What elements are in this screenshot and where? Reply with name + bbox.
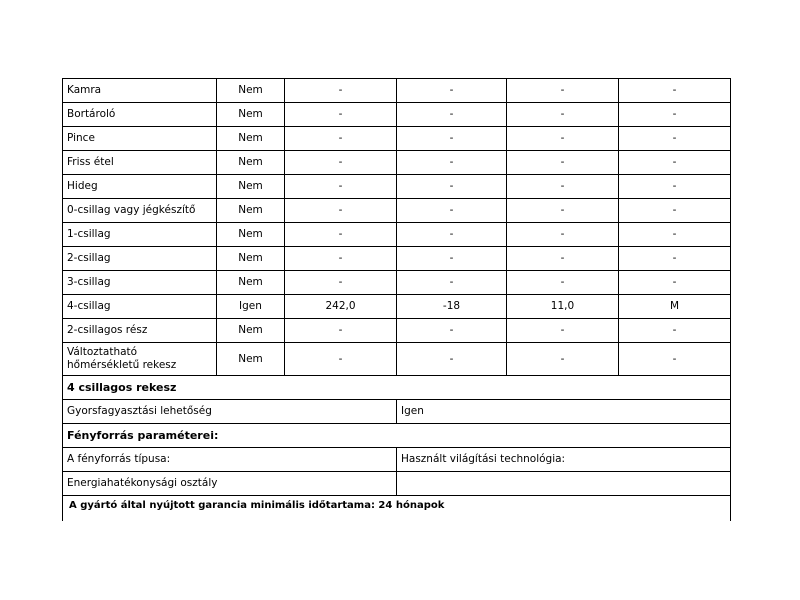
compartment-value: - xyxy=(507,247,619,271)
compartment-value: - xyxy=(397,319,507,343)
compartment-value: - xyxy=(507,79,619,103)
compartment-value: - xyxy=(285,103,397,127)
product-info-sheet xyxy=(62,78,730,521)
compartment-present: Nem xyxy=(217,151,285,175)
table-row xyxy=(63,271,731,295)
compartment-value: - xyxy=(397,103,507,127)
compartment-present: Nem xyxy=(217,199,285,223)
compartment-name: Friss étel xyxy=(63,151,217,175)
compartment-value: -18 xyxy=(397,295,507,319)
compartment-name: 4-csillag xyxy=(63,295,217,319)
table-row xyxy=(63,448,731,472)
compartment-value: 242,0 xyxy=(285,295,397,319)
light-technology-label: Használt világítási technológia: xyxy=(397,448,731,472)
compartment-value: - xyxy=(507,223,619,247)
section-row xyxy=(63,424,731,448)
compartment-value: - xyxy=(397,79,507,103)
four-star-heading: 4 csillagos rekesz xyxy=(63,376,731,400)
compartment-value: - xyxy=(285,319,397,343)
table-row xyxy=(63,127,731,151)
compartment-value: - xyxy=(507,319,619,343)
compartment-value: - xyxy=(285,247,397,271)
compartment-value: - xyxy=(619,103,731,127)
warranty-row xyxy=(63,496,731,522)
compartment-value: - xyxy=(507,199,619,223)
compartment-rows xyxy=(63,79,731,522)
compartment-value: - xyxy=(285,151,397,175)
light-source-heading: Fényforrás paraméterei: xyxy=(63,424,731,448)
compartment-present: Nem xyxy=(217,175,285,199)
compartment-present: Nem xyxy=(217,247,285,271)
compartment-present: Nem xyxy=(217,103,285,127)
table-row xyxy=(63,247,731,271)
compartment-name: 2-csillagos rész xyxy=(63,319,217,343)
table-row xyxy=(63,343,731,376)
fast-freeze-value: Igen xyxy=(397,400,731,424)
table-row xyxy=(63,223,731,247)
compartment-value: - xyxy=(619,127,731,151)
compartment-name: Változtatható hőmérsékletű rekesz xyxy=(63,343,217,376)
compartment-table xyxy=(62,78,731,521)
compartment-name: 3-csillag xyxy=(63,271,217,295)
compartment-value: - xyxy=(619,343,731,376)
compartment-value: - xyxy=(507,151,619,175)
energy-efficiency-value xyxy=(397,472,731,496)
compartment-name: 0-csillag vagy jégkészítő xyxy=(63,199,217,223)
table-row xyxy=(63,319,731,343)
compartment-value: - xyxy=(397,199,507,223)
compartment-value: - xyxy=(507,271,619,295)
compartment-value: - xyxy=(397,127,507,151)
section-row xyxy=(63,376,731,400)
compartment-value: - xyxy=(507,175,619,199)
compartment-value: - xyxy=(397,151,507,175)
light-type-label: A fényforrás típusa: xyxy=(63,448,397,472)
compartment-name: Kamra xyxy=(63,79,217,103)
compartment-value: - xyxy=(397,175,507,199)
compartment-value: M xyxy=(619,295,731,319)
compartment-value: - xyxy=(285,343,397,376)
table-row xyxy=(63,199,731,223)
compartment-value: - xyxy=(397,223,507,247)
compartment-value: - xyxy=(397,343,507,376)
compartment-name: Bortároló xyxy=(63,103,217,127)
compartment-present: Nem xyxy=(217,319,285,343)
compartment-value: - xyxy=(619,319,731,343)
compartment-value: - xyxy=(619,247,731,271)
table-row xyxy=(63,175,731,199)
table-row xyxy=(63,295,731,319)
table-row xyxy=(63,400,731,424)
compartment-present: Nem xyxy=(217,127,285,151)
compartment-present: Nem xyxy=(217,223,285,247)
table-row xyxy=(63,79,731,103)
energy-efficiency-label: Energiahatékonysági osztály xyxy=(63,472,397,496)
compartment-value: - xyxy=(619,271,731,295)
compartment-value: - xyxy=(285,223,397,247)
compartment-value: - xyxy=(619,175,731,199)
compartment-name: Pince xyxy=(63,127,217,151)
compartment-value: - xyxy=(397,247,507,271)
compartment-present: Nem xyxy=(217,343,285,376)
compartment-value: 11,0 xyxy=(507,295,619,319)
compartment-value: - xyxy=(619,199,731,223)
compartment-value: - xyxy=(285,127,397,151)
compartment-value: - xyxy=(285,271,397,295)
compartment-value: - xyxy=(507,343,619,376)
compartment-value: - xyxy=(619,79,731,103)
compartment-value: - xyxy=(285,175,397,199)
warranty-text: A gyártó által nyújtott garancia minimális időtartama: 24 hónapok xyxy=(63,496,731,522)
compartment-name: 1-csillag xyxy=(63,223,217,247)
compartment-value: - xyxy=(507,127,619,151)
compartment-value: - xyxy=(507,103,619,127)
compartment-value: - xyxy=(619,151,731,175)
compartment-value: - xyxy=(619,223,731,247)
table-row xyxy=(63,151,731,175)
compartment-present: Nem xyxy=(217,79,285,103)
compartment-name: 2-csillag xyxy=(63,247,217,271)
compartment-name: Hideg xyxy=(63,175,217,199)
table-row xyxy=(63,103,731,127)
table-row xyxy=(63,472,731,496)
compartment-value: - xyxy=(397,271,507,295)
compartment-value: - xyxy=(285,79,397,103)
fast-freeze-label: Gyorsfagyasztási lehetőség xyxy=(63,400,397,424)
compartment-present: Nem xyxy=(217,271,285,295)
compartment-value: - xyxy=(285,199,397,223)
compartment-present: Igen xyxy=(217,295,285,319)
